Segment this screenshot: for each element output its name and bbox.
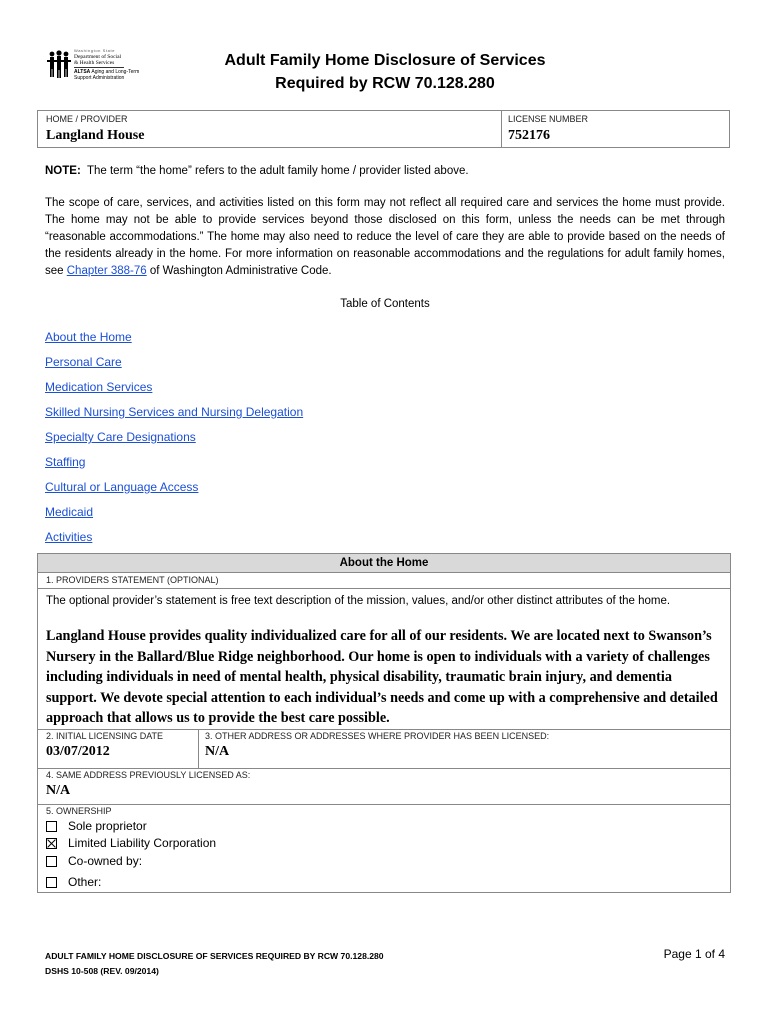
q2-top-rule: [38, 729, 730, 730]
providers-statement[interactable]: Langland House provides quality individualized care for all of our residents. We are located next to Swanson’s Nursery in the Ballard/Blue Ridge neighborhood. Our home is open to individuals with a variety of challenges including individuals in need of mental health, physical disability, traumatic brain injury, and dementia support. We devote special attention to each individual’s needs and come up with a comprehensive and detailed approach that allows us to provide the best care possible.: [46, 628, 718, 727]
q2-divider: [198, 729, 199, 768]
page-number: Page 1 of 4: [663, 947, 725, 961]
other-label: Other:: [68, 875, 102, 889]
footer-form-number: DSHS 10-508 (REV. 09/2014): [45, 966, 159, 976]
ownership-llc[interactable]: [46, 835, 216, 851]
info-divider: [501, 111, 502, 147]
provider-value[interactable]: Langland House: [46, 128, 145, 143]
q1-label-rule: [38, 588, 730, 589]
llc-label: Limited Liability Corporation: [68, 836, 217, 850]
toc-title: Table of Contents: [340, 298, 430, 310]
toc-link-specialty-care[interactable]: Specialty Care Designations: [45, 430, 196, 444]
q4-label: 4. SAME ADDRESS PREVIOUSLY LICENSED AS:: [46, 770, 251, 780]
q4-top-rule: [38, 768, 730, 769]
footer-form-title: ADULT FAMILY HOME DISCLOSURE OF SERVICES REQUIRED BY RCW 70.128.280: [45, 951, 384, 961]
license-value[interactable]: 752176: [508, 128, 550, 143]
q1-description: The optional provider’s statement is free text description of the mission, values, and/or other distinct attributes of the home.: [46, 595, 671, 607]
q2-label: 2. INITIAL LICENSING DATE: [46, 731, 164, 741]
note: [45, 165, 469, 177]
logo-dept-line1: Department of Social: [74, 54, 122, 60]
form-title-line2: Required by RCW 70.128.280: [275, 75, 495, 92]
checkbox-co-owned[interactable]: [46, 856, 57, 867]
checkbox-other[interactable]: [46, 877, 57, 888]
q5-top-rule: [38, 804, 730, 805]
note-text: The term “the home” refers to the adult family home / provider listed above.: [86, 165, 469, 177]
toc-link-cultural-language[interactable]: Cultural or Language Access: [45, 480, 199, 494]
toc-link-activities[interactable]: Activities: [45, 530, 93, 544]
scope-paragraph: [45, 195, 725, 280]
provider-label: HOME / PROVIDER: [46, 114, 128, 124]
initial-licensing-date[interactable]: 03/07/2012: [46, 744, 110, 759]
sole-proprietor-label: Sole proprietor: [68, 819, 147, 833]
previous-license-value[interactable]: N/A: [46, 783, 71, 798]
checkbox-llc[interactable]: [46, 838, 57, 849]
form-title-line1: Adult Family Home Disclosure of Services: [224, 52, 546, 69]
q3-label: 3. OTHER ADDRESS OR ADDRESSES WHERE PROVIDER HAS BEEN LICENSED:: [205, 731, 550, 741]
logo-altsa-abbr: ALTSA: [74, 69, 91, 75]
about-home-section: [37, 553, 731, 893]
co-owned-label: Co-owned by:: [68, 854, 143, 868]
note-label: NOTE:: [45, 165, 81, 177]
toc-link-medicaid[interactable]: Medicaid: [45, 505, 94, 519]
ownership-other[interactable]: [46, 874, 101, 890]
toc-link-personal-care[interactable]: Personal Care: [45, 355, 122, 369]
section-heading: About the Home: [38, 554, 730, 573]
ownership-co-owned[interactable]: [46, 853, 142, 869]
toc-link-staffing[interactable]: Staffing: [45, 455, 86, 469]
logo-state: Washington State: [74, 48, 116, 53]
scope-text: The scope of care, services, and activities listed on this form may not reflect all required care and services the home must provide. The home may not be able to provide services beyond those disclosed on this form, unless the needs can be met through “reasonable accommodations.” The home may also need to reduce the level of care they are able to provide based on the needs of the residents already in the home. For more information on reasonable accommodations and the regulations for adult family homes, see: [45, 197, 725, 277]
logo-altsa-line: Aging and Long-Term: [91, 69, 140, 75]
checkbox-sole-proprietor[interactable]: [46, 821, 57, 832]
toc-link-medication-services[interactable]: Medication Services: [45, 380, 153, 394]
dshs-figures-icon: [46, 50, 72, 80]
logo-rule: [74, 67, 124, 68]
toc-link-skilled-nursing[interactable]: Skilled Nursing Services and Nursing Delegation: [45, 405, 304, 419]
q5-label: 5. OWNERSHIP: [46, 806, 112, 816]
logo-support: Support Administration: [74, 75, 125, 81]
license-label: LICENSE NUMBER: [508, 114, 589, 124]
ownership-sole-proprietor[interactable]: [46, 818, 147, 834]
scope-text-end: of Washington Administrative Code.: [146, 265, 332, 277]
other-addresses-value[interactable]: N/A: [205, 744, 230, 759]
toc-link-about-home[interactable]: About the Home: [45, 330, 132, 344]
logo-dept-line2: & Health Services: [74, 60, 115, 66]
dshs-logo: [44, 48, 140, 94]
chapter-link[interactable]: Chapter 388-76: [66, 265, 147, 277]
provider-info-box: [37, 110, 730, 148]
q1-label: 1. PROVIDERS STATEMENT (OPTIONAL): [46, 575, 219, 585]
